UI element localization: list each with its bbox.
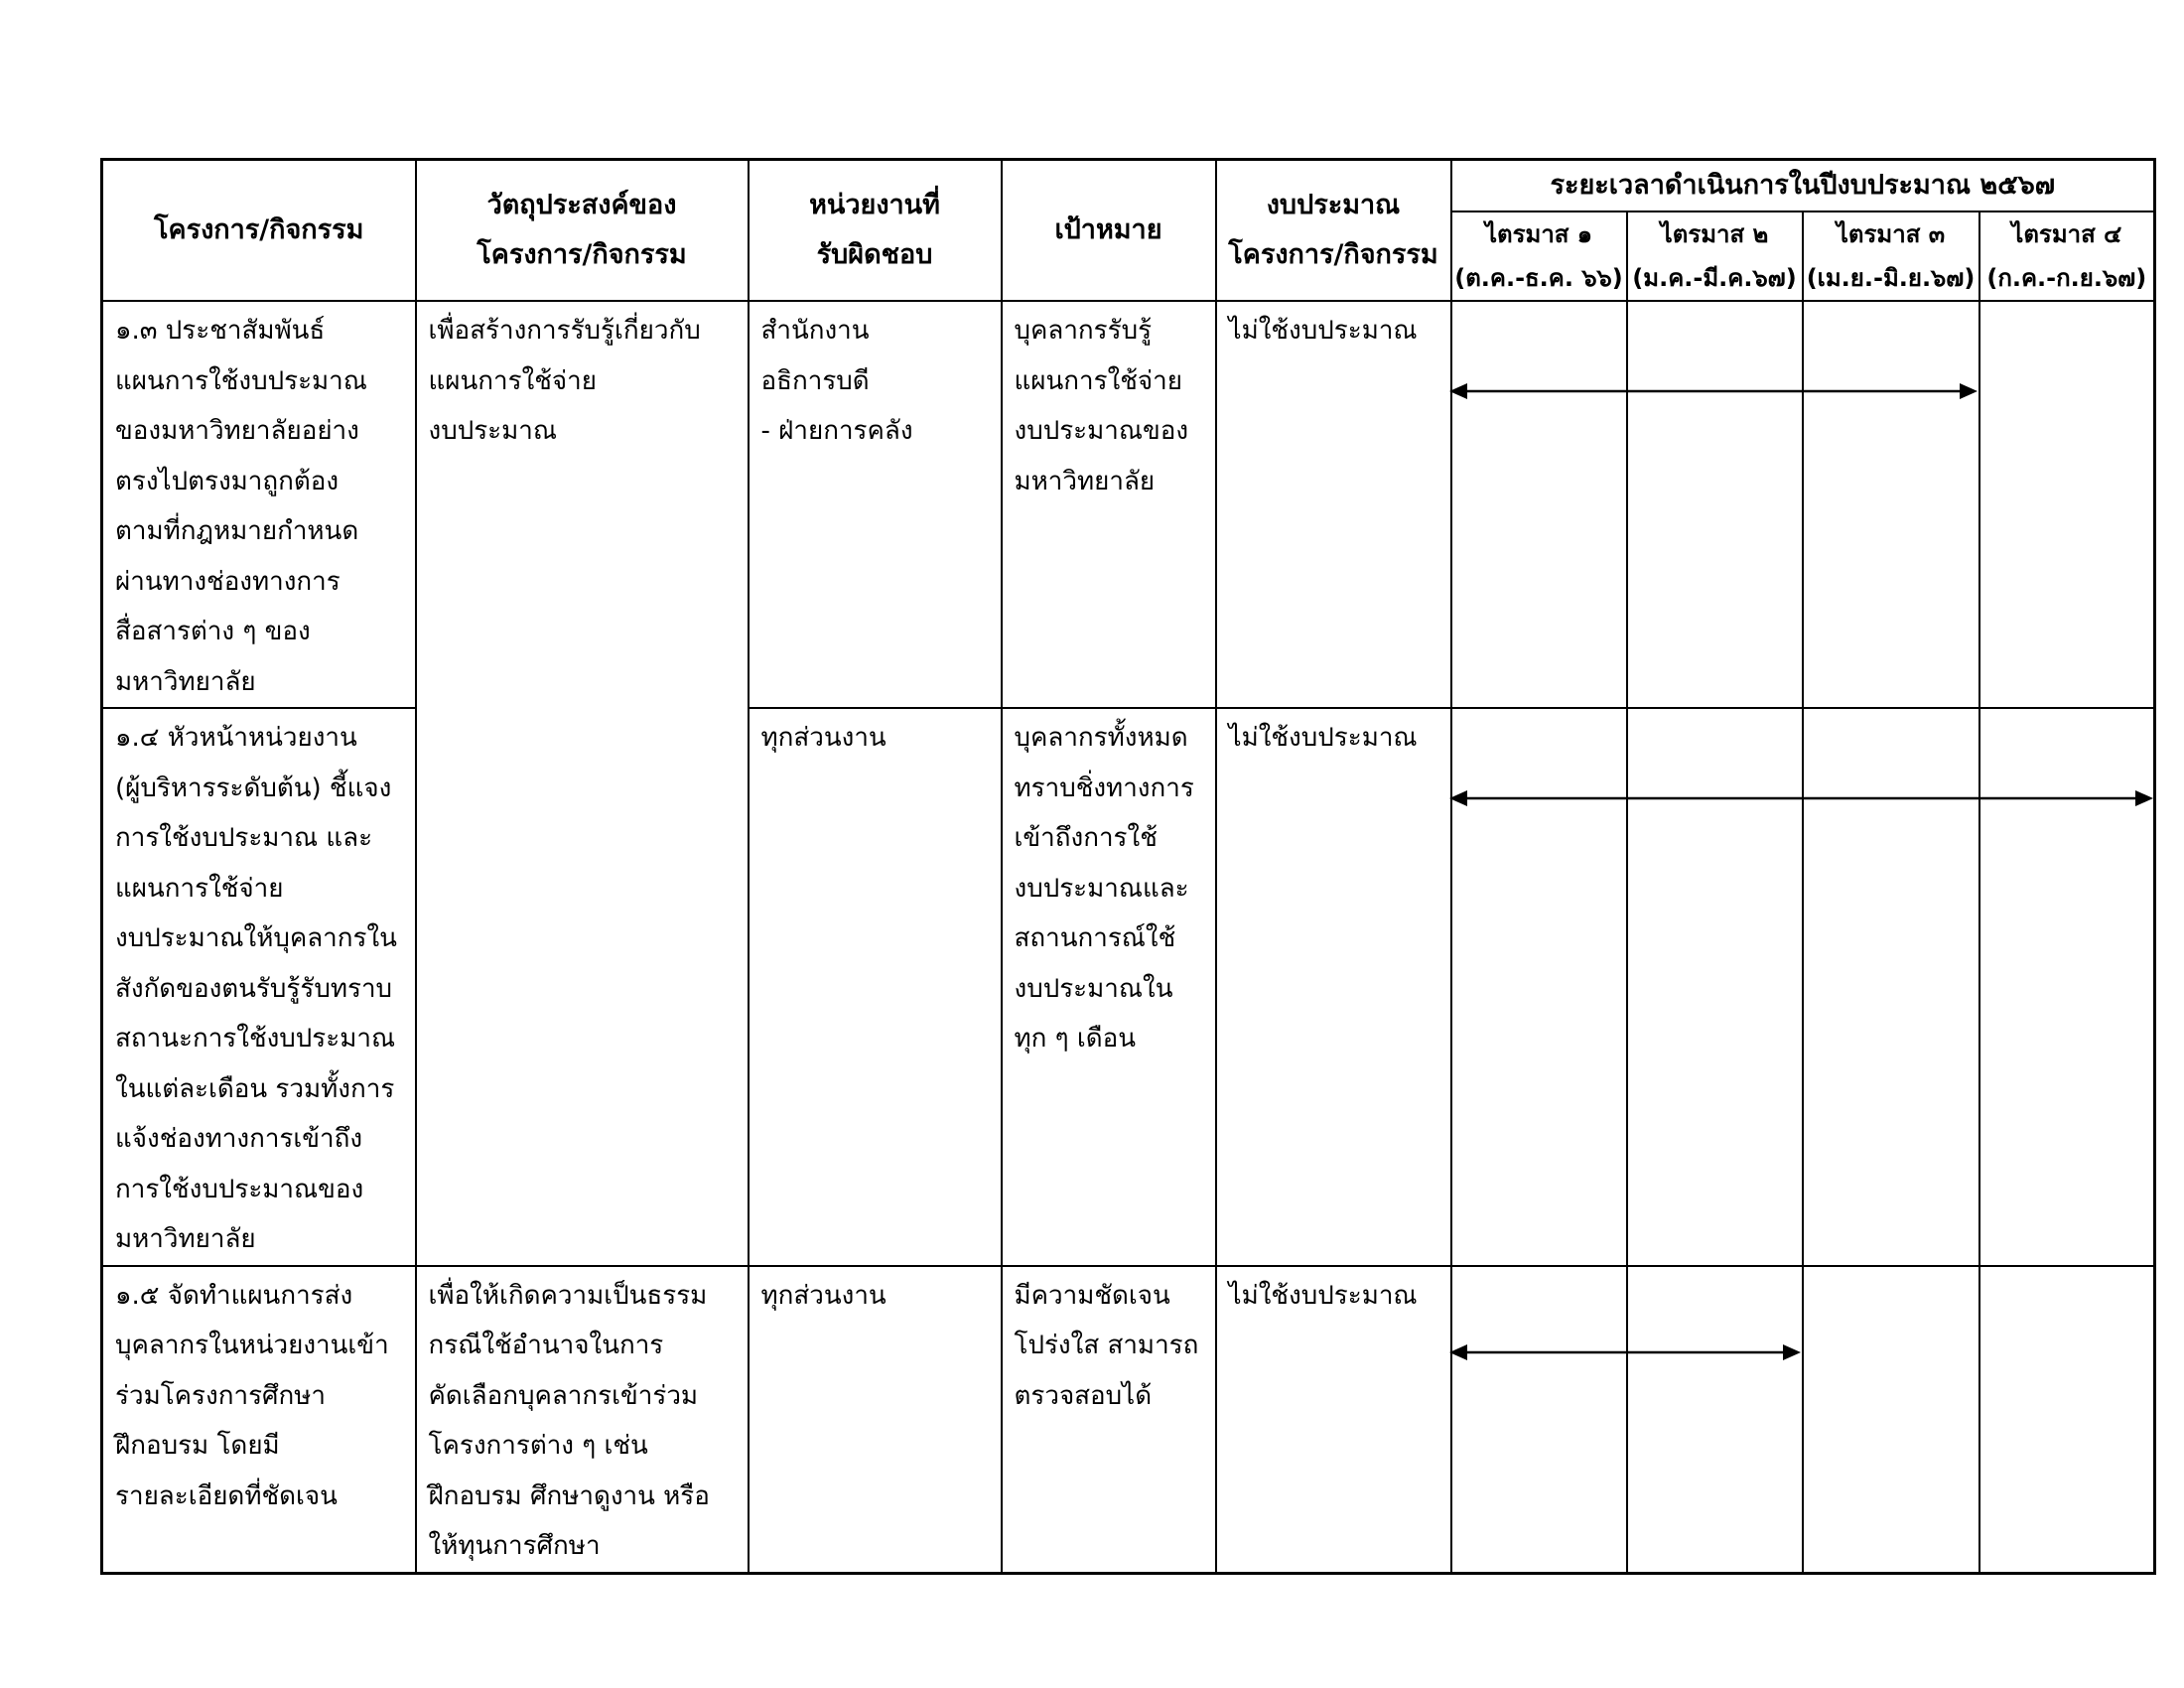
- timeline-arrow: [1449, 1344, 1801, 1360]
- cell-target: บุคลากรทั้งหมด ทราบชิ่งทางการ เข้าถึงการใช้ งบประมาณและ สถานการณ์ใช้ งบประมาณใน ทุก ๆ เดือน: [1002, 708, 1216, 1266]
- timeline-arrow: [1449, 790, 2153, 806]
- arrowhead-icon: [1960, 383, 1978, 399]
- cell-budget: ไม่ใช้งบประมาณ: [1216, 1266, 1451, 1574]
- header-unit: หน่วยงานที่ รับผิดชอบ: [749, 160, 1002, 302]
- cell-objective: เพื่อให้เกิดความเป็นธรรม กรณีใช้อำนาจในการ คัดเลือกบุคลากรเข้าร่วม โครงการต่าง ๆ เช่น ฝึกอบรม ศึกษาดูงาน หรือ ให้ทุนการศึกษา: [416, 1266, 749, 1574]
- header-timeline: ระยะเวลาดำเนินการในปีงบประมาณ ๒๕๖๗: [1451, 160, 2155, 212]
- quarter-months: (เม.ย.-มิ.ย.๖๗): [1806, 264, 1976, 292]
- arrowhead-icon: [1783, 1344, 1801, 1360]
- arrowhead-icon: [1449, 383, 1467, 399]
- header-target: เป้าหมาย: [1002, 160, 1216, 302]
- quarter-label: ไตรมาส ๒: [1660, 220, 1769, 248]
- cell-project: ๑.๕ จัดทำแผนการส่ง บุคลากรในหน่วยงานเข้า ร่วมโครงการศึกษา ฝึกอบรม โดยมี รายละเอียดที่ชัดเจน: [102, 1266, 416, 1574]
- quarter-label: ไตรมาส ๔: [2011, 220, 2122, 248]
- quarter-label: ไตรมาส ๓: [1836, 220, 1946, 248]
- quarter-label: ไตรมาส ๑: [1484, 220, 1593, 248]
- header-objective: วัตถุประสงค์ของ โครงการ/กิจกรรม: [416, 160, 749, 302]
- arrowhead-icon: [1449, 1344, 1467, 1360]
- arrowhead-icon: [1449, 790, 1467, 806]
- quarter-months: (ก.ค.-ก.ย.๖๗): [1986, 264, 2147, 292]
- cell-project: ๑.๔ หัวหน้าหน่วยงาน (ผู้บริหารระดับต้น) ชี้แจง การใช้งบประมาณ และ แผนการใช้จ่าย งบประมาณให้บุคลากรใน สังกัดของตนรับรู้รับทราบ สถานะการใช้งบประมาณ ในแต่ละเดือน รวมทั้งการ แจ้งช่องทางการเข้าถึง การใช้งบประมาณของ มหาวิทยาลัย: [102, 708, 416, 1266]
- cell-unit: ทุกส่วนงาน: [749, 708, 1002, 1266]
- cell-objective: เพื่อสร้างการรับรู้เกี่ยวกับ แผนการใช้จ่าย งบประมาณ: [416, 301, 749, 1266]
- timeline-arrow: [1449, 383, 1978, 399]
- cell-budget: ไม่ใช้งบประมาณ: [1216, 708, 1451, 1266]
- cell-budget: ไม่ใช้งบประมาณ: [1216, 301, 1451, 708]
- cell-unit: สำนักงาน อธิการบดี - ฝ่ายการคลัง: [749, 301, 1002, 708]
- cell-target: บุคลากรรับรู้ แผนการใช้จ่าย งบประมาณของ มหาวิทยาลัย: [1002, 301, 1216, 708]
- arrowhead-icon: [2135, 790, 2153, 806]
- cell-project: ๑.๓ ประชาสัมพันธ์ แผนการใช้งบประมาณ ของมหาวิทยาลัยอย่าง ตรงไปตรงมาถูกต้อง ตามที่กฎหมายกำหนด ผ่านทางช่องทางการ สื่อสารต่าง ๆ ของ มหาวิทยาลัย: [102, 301, 416, 708]
- cell-target: มีความชัดเจน โปร่งใส สามารถ ตรวจสอบได้: [1002, 1266, 1216, 1574]
- quarter-months: (ม.ค.-มี.ค.๖๗): [1632, 264, 1797, 292]
- header-project: โครงการ/กิจกรรม: [102, 160, 416, 302]
- quarter-months: (ต.ค.-ธ.ค. ๖๖): [1454, 264, 1623, 292]
- header-budget: งบประมาณ โครงการ/กิจกรรม: [1216, 160, 1451, 302]
- cell-unit: ทุกส่วนงาน: [749, 1266, 1002, 1574]
